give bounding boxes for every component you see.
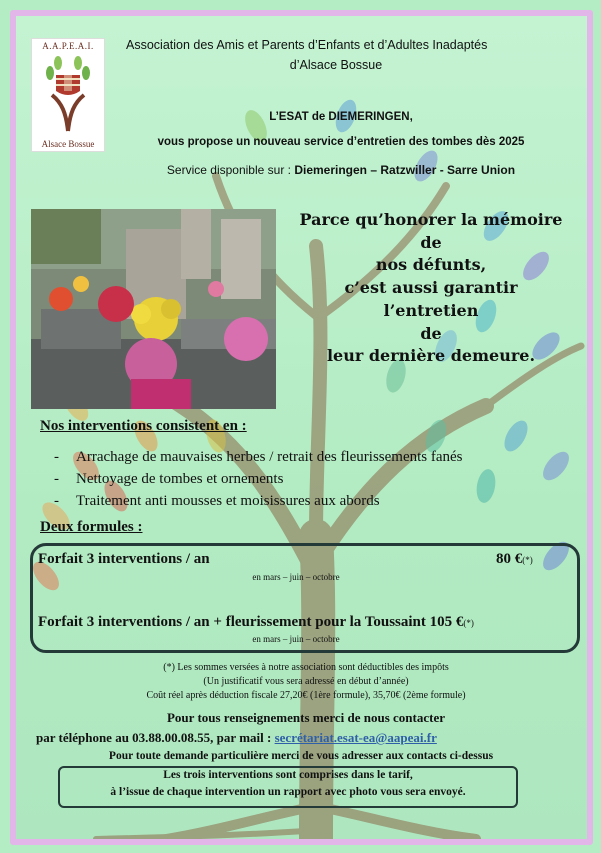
esat-title: L’ESAT de DIEMERINGEN, [269,111,413,123]
quote-line: de [420,323,442,343]
tax-note: (*) Les sommes versées à notre association sont déductibles des impôts [163,662,449,673]
quote-line: l’entretien [383,300,479,320]
formula-1-months: en mars – juin – octobre [252,572,340,582]
formula-1-price [496,551,533,568]
service-availability [106,163,576,177]
contact-details [36,730,576,746]
contact-heading: Pour tous renseignements merci de nous contacter [166,710,446,725]
email-link[interactable]: secrétariat.esat-ea@aapeai.fr [274,730,437,745]
list-item: - Traitement anti mousses et moisissures aux abords [54,490,463,512]
quote-line: leur dernière demeure. [326,346,536,366]
list-item: - Arrachage de mauvaises herbes / retrait des fleurissements fanés [54,446,463,468]
info-box-line-1: Les trois interventions sont comprises dans le tarif, [163,769,413,781]
formula-1-label: Forfait 3 interventions / an [38,551,210,567]
association-name: Association des Amis et Parents d’Enfants et d’Adultes Inadaptés [126,38,488,52]
formula-2-months: en mars – juin – octobre [252,634,340,644]
interventions-heading: Nos interventions consistent en : [40,418,247,434]
quote-line: de [420,232,442,252]
association-logo [31,38,105,152]
special-request-note: Pour toute demande particulière merci de vous adresser aux contacts ci-dessus [108,750,494,762]
formules-heading: Deux formules : [40,519,143,535]
receipt-note: (Un justificatif vous sera adressé en début d’année) [203,676,409,687]
service-label: Service disponible sur : [166,163,291,177]
list-item: - Nettoyage de tombes et ornements [54,468,463,490]
quote-line: c’est aussi garantir [344,278,518,298]
footnote-marker: (*) [463,618,474,628]
interventions-list [54,446,463,512]
real-cost-note: Coût réel après déduction fiscale 27,20€ (1ère formule), 35,70€ (2ème formule) [146,690,466,701]
service-proposal: vous propose un nouveau service d’entretien des tombes dès 2025 [157,136,525,148]
formula-2-text: Forfait 3 interventions / an + fleurissement pour la Toussaint 105 € [38,614,464,630]
service-places: Diemeringen – Ratzwiller - Sarre Union [294,163,516,177]
memorial-quote [281,209,581,368]
quote-line: nos défunts, [375,255,487,275]
logo-bottom-text: Alsace Bossue [41,139,95,149]
phone-text: par téléphone au 03.88.00.08.55, par mail : [36,730,275,745]
page-frame [10,10,593,845]
logo-top-text: A.A.P.E.A.I. [42,41,94,51]
info-box-line-2: à l’issue de chaque intervention un rapport avec photo vous sera envoyé. [110,786,466,798]
footnote-marker: (*) [522,555,533,565]
formula-2-label [38,614,474,631]
formula-1-price-value: 80 € [496,551,523,567]
cemetery-photo [31,209,276,409]
quote-line: Parce qu’honorer la mémoire [299,210,563,229]
association-region: d’Alsace Bossue [289,58,383,72]
hands-and-tree-icon [42,53,94,133]
